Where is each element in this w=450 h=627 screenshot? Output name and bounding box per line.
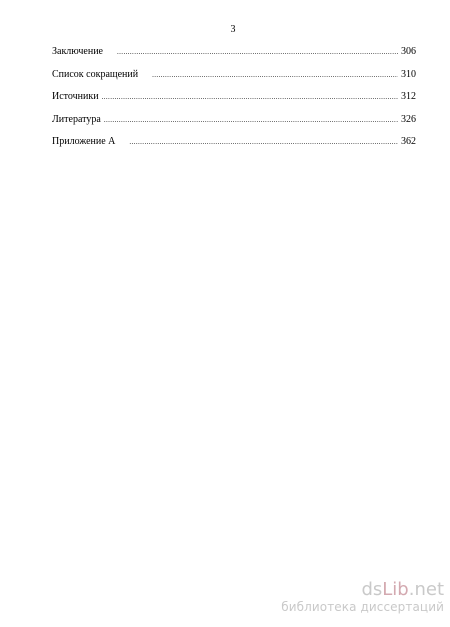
page-number: 3 bbox=[230, 24, 236, 35]
toc-entry-title: Список сокращений bbox=[52, 68, 139, 80]
toc-entry-title: Заключение bbox=[52, 46, 103, 57]
toc-leader-dots bbox=[117, 46, 398, 58]
table-of-contents bbox=[52, 46, 416, 159]
toc-leader-dots bbox=[102, 91, 398, 103]
toc-entry-sources[interactable] bbox=[52, 91, 416, 114]
toc-entry-conclusion[interactable] bbox=[52, 46, 416, 69]
toc-entry-page: 306 bbox=[401, 46, 416, 57]
toc-entry-title: Приложение А bbox=[52, 136, 116, 147]
toc-leader-dots bbox=[129, 136, 398, 148]
toc-entry-title: Литература bbox=[52, 113, 101, 125]
logo-suffix: .net bbox=[408, 579, 444, 600]
toc-entry-title: Источники bbox=[52, 91, 99, 102]
dslib-watermark bbox=[268, 580, 444, 615]
toc-leader-dots bbox=[104, 114, 398, 126]
watermark-tagline: библиотека диссертаций bbox=[281, 600, 444, 614]
toc-entry-page: 312 bbox=[401, 91, 416, 102]
toc-entry-abbreviations[interactable] bbox=[52, 69, 416, 92]
logo-prefix: ds bbox=[361, 579, 383, 600]
toc-entry-page: 310 bbox=[401, 68, 416, 80]
toc-entry-page: 362 bbox=[401, 136, 416, 147]
toc-leader-dots bbox=[152, 69, 398, 81]
toc-entry-appendix-a[interactable] bbox=[52, 136, 416, 159]
dslib-logo bbox=[268, 580, 444, 600]
toc-entry-literature[interactable] bbox=[52, 114, 416, 137]
logo-main: Lib bbox=[382, 579, 409, 600]
toc-entry-page: 326 bbox=[401, 113, 416, 125]
